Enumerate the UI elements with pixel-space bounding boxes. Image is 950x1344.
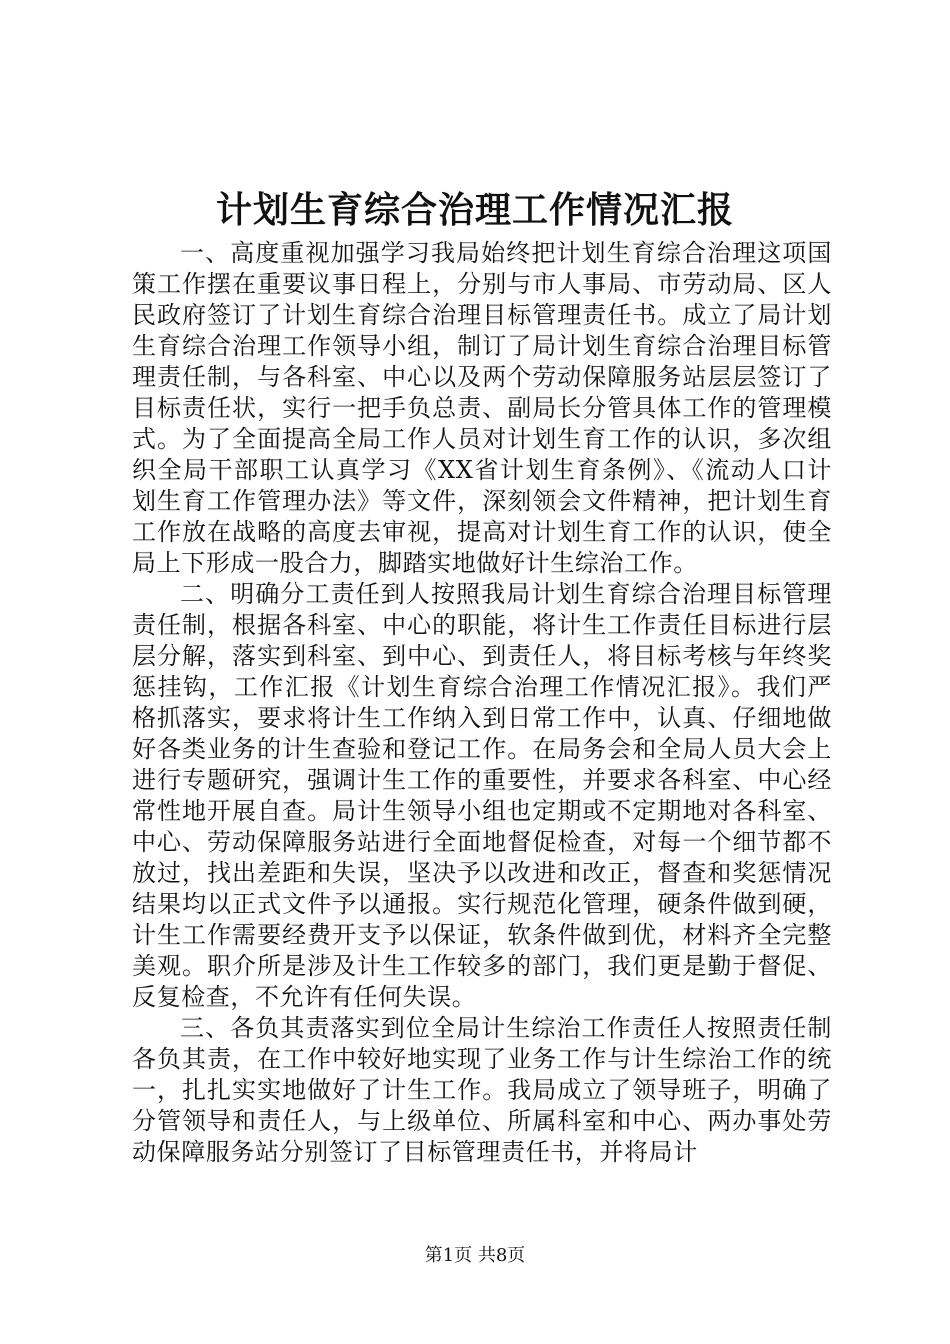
- page-number-footer: 第1页 共8页: [424, 1245, 526, 1266]
- paragraph-1: 一、高度重视加强学习我局始终把计划生育综合治理这项国策工作摆在重要议事日程上，分别与市人事局、市劳动局、区人民政府签订了计划生育综合治理目标管理责任书。成立了局计划生育综合治理工作领导小组，制订了局计划生育综合治理目标管理责任制，与各科室、中心以及两个劳动保障服务站层层签订了目标责任状，实行一把手负总责、副局长分管具体工作的管理模式。为了全面提高全局工作人员对计划生育工作的认识，多次组织全局干部职工认真学习《XX省计划生育条例》、《流动人口计划生育工作管理办法》等文件，深刻领会文件精神，把计划生育工作放在战略的高度去审视，提高对计划生育工作的认识，使全局上下形成一股合力，脚踏实地做好计生综治工作。: [132, 239, 832, 577]
- paragraph-2: 二、明确分工责任到人按照我局计划生育综合治理目标管理责任制，根据各科室、中心的职能，将计生工作责任目标进行层层分解，落实到科室、到中心、到责任人，将目标考核与年终奖惩挂钩，工作汇报《计划生育综合治理工作情况汇报》。我们严格抓落实，要求将计生工作纳入到日常工作中，认真、仔细地做好各类业务的计生查验和登记工作。在局务会和全局人员大会上进行专题研究，强调计生工作的重要性，并要求各科室、中心经常性地开展自查。局计生领导小组也定期或不定期地对各科室、中心、劳动保障服务站进行全面地督促检查，对每一个细节都不放过，找出差距和失误，坚决予以改进和改正，督查和奖惩情况结果均以正式文件予以通报。实行规范化管理，硬条件做到硬，计生工作需要经费开支予以保证，软条件做到优，材料齐全完整美观。职介所是涉及计生工作较多的部门，我们更是勤于督促、反复检查，不允许有任何失误。: [132, 580, 832, 1011]
- document-body: [132, 238, 832, 1168]
- document-title: 计划生育综合治理工作情况汇报: [215, 189, 734, 231]
- paragraph-3: 三、各负其责落实到位全局计生综治工作责任人按照责任制各负其责，在工作中较好地实现了业务工作与计生综治工作的统一，扎扎实实地做好了计生工作。我局成立了领导班子，明确了分管领导和责任人，与上级单位、所属科室和中心、两办事处劳动保障服务站分别签订了目标管理责任书，并将局计: [132, 1014, 832, 1166]
